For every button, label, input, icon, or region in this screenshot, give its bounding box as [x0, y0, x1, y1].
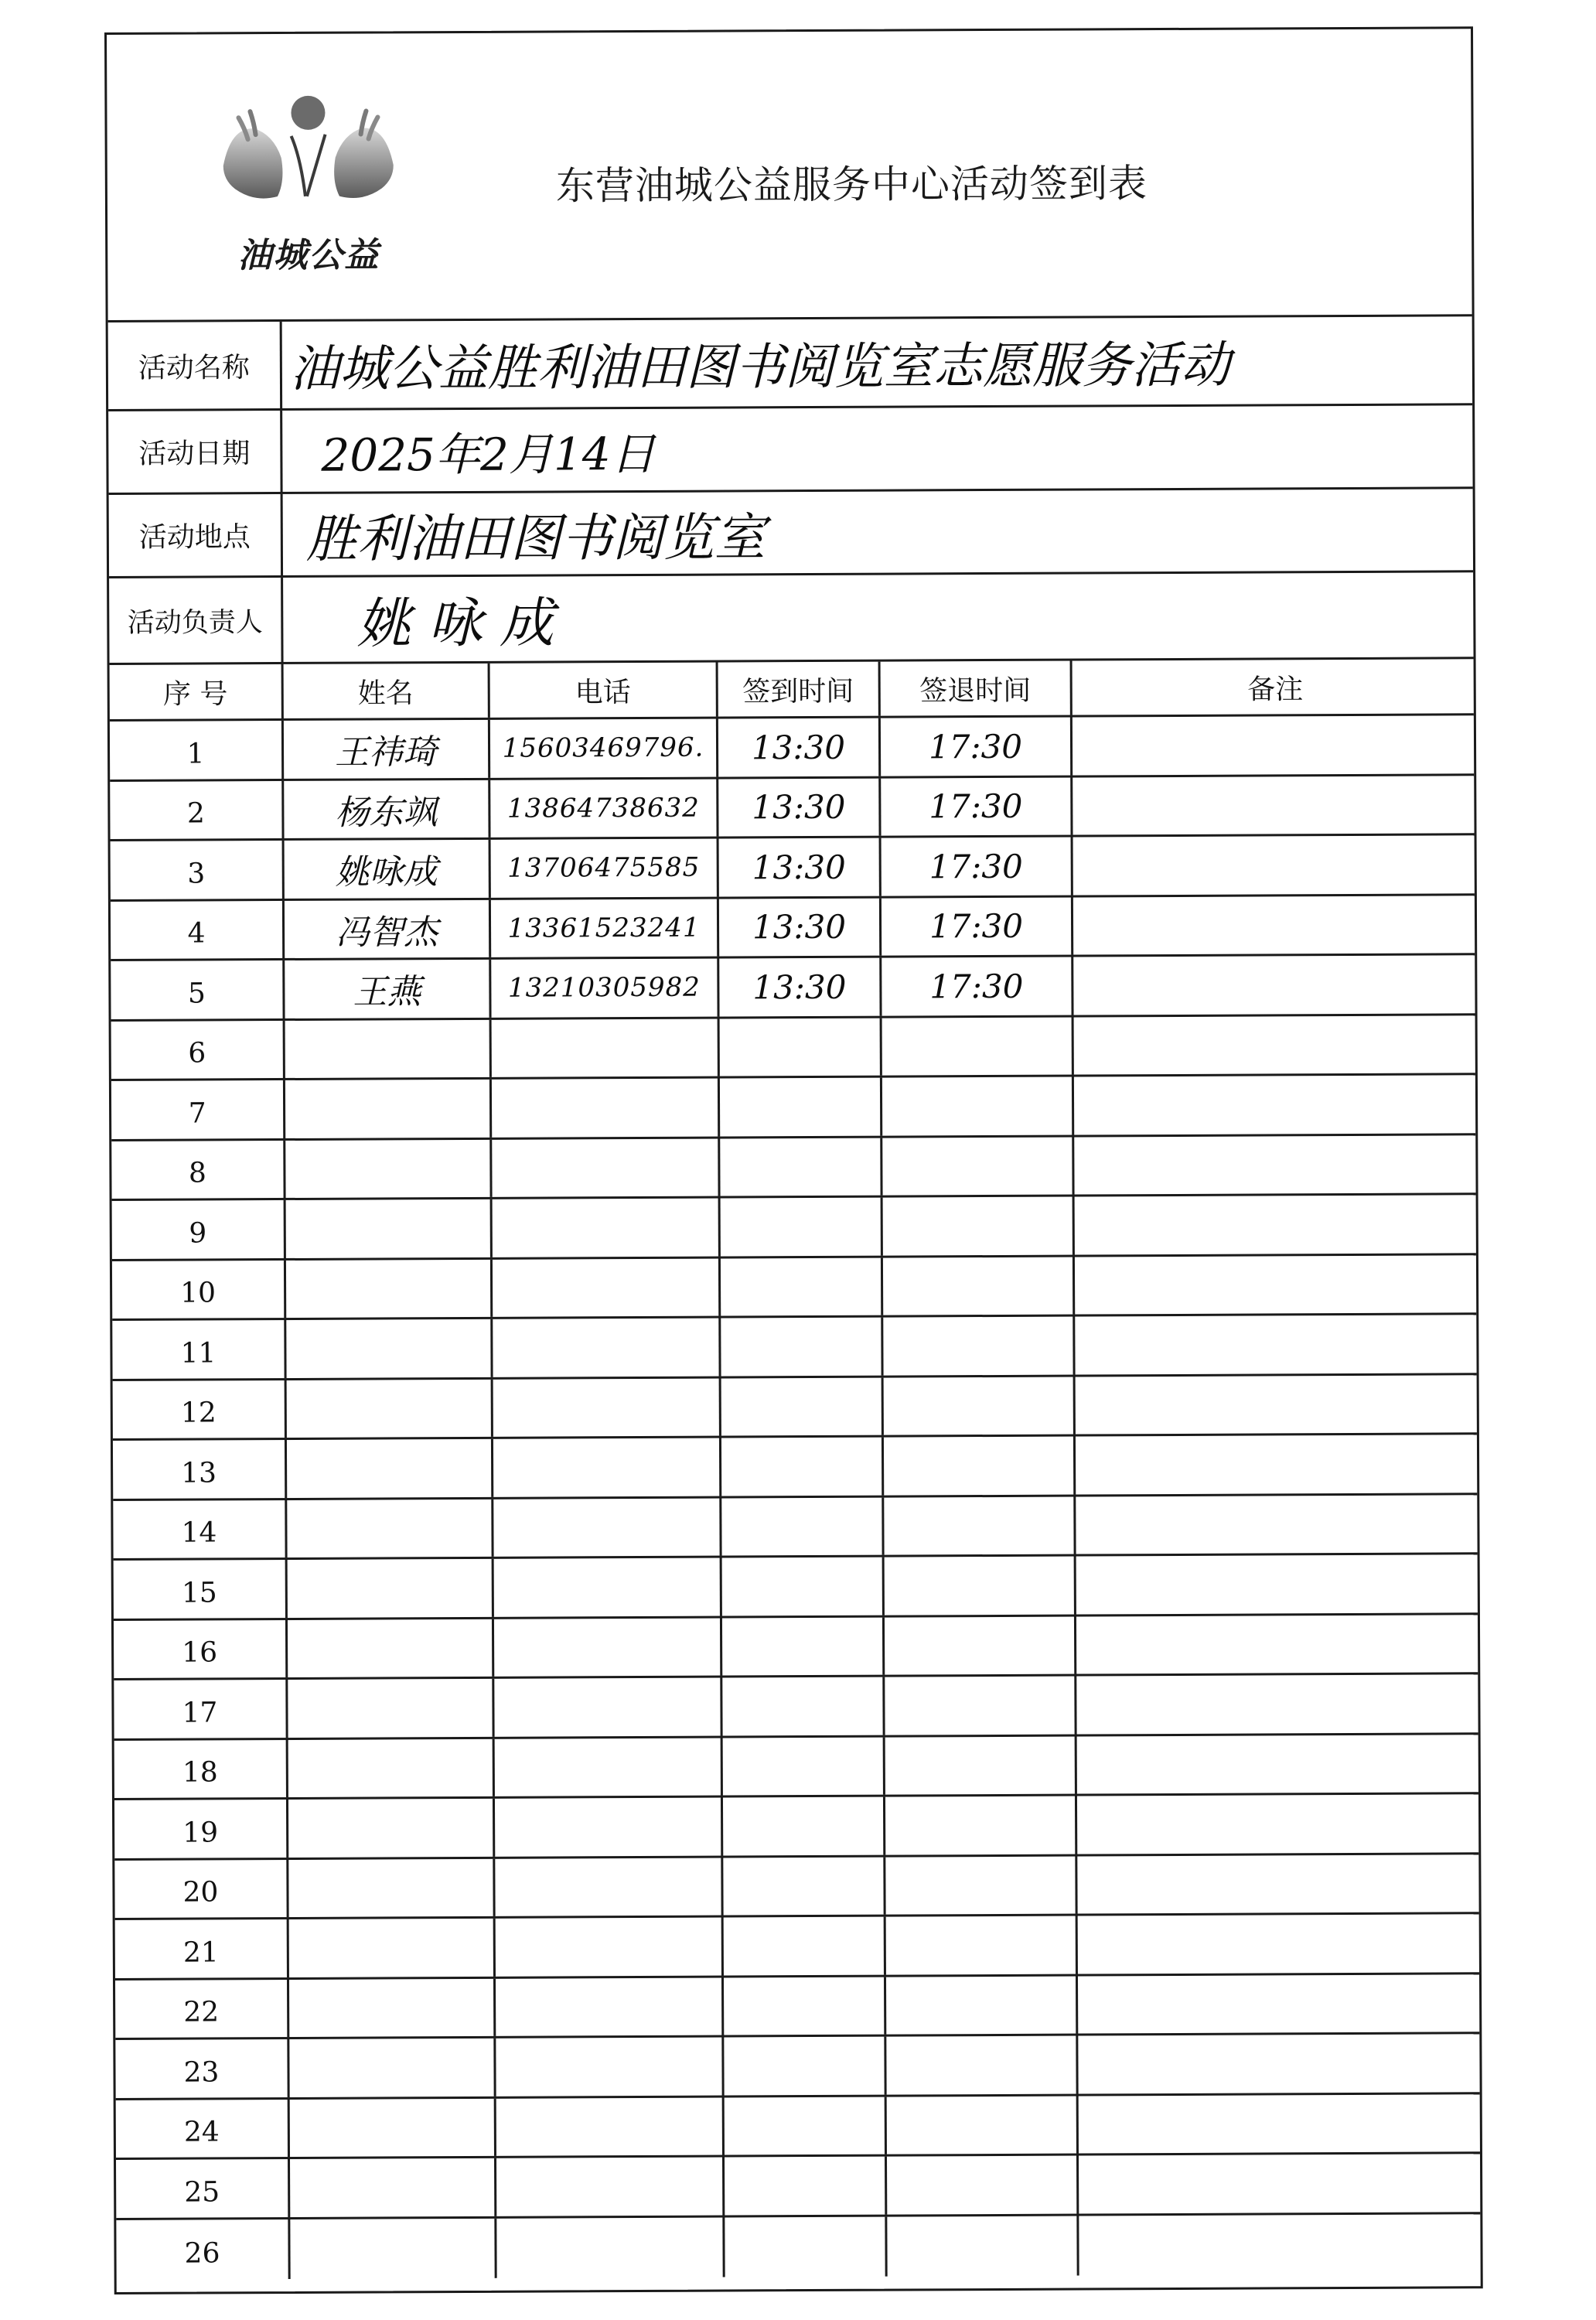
row-phone: [496, 2217, 725, 2278]
header-sign-out: 签退时间: [881, 661, 1073, 716]
activity-place-row: [109, 489, 1473, 578]
row-phone: [493, 1319, 721, 1377]
row-sign-out: [885, 1856, 1077, 1915]
row-sign-out: [887, 2156, 1079, 2215]
row-index: [114, 1619, 288, 1677]
row-note: [1073, 715, 1478, 775]
table-row: [114, 1674, 1478, 1740]
row-index: [113, 1380, 287, 1438]
row-index-text: 13: [181, 1457, 217, 1489]
table-row: [111, 835, 1475, 901]
row-note: [1078, 1974, 1484, 2034]
table-row: [114, 1735, 1478, 1800]
row-sign-in-text: 13:30: [752, 967, 847, 1007]
table-row: [112, 1315, 1476, 1380]
row-phone: [495, 1738, 723, 1796]
row-sign-in: [719, 898, 882, 956]
activity-leader-row: [109, 572, 1473, 663]
row-phone: [492, 1079, 720, 1138]
row-phone: [492, 1018, 720, 1077]
row-name: [285, 1019, 492, 1078]
row-sign-out: [882, 957, 1073, 1016]
row-note: [1078, 1914, 1484, 1974]
row-note: [1077, 1794, 1483, 1854]
table-row: [113, 1435, 1477, 1500]
row-name: [285, 899, 491, 958]
row-sign-in: [721, 1318, 883, 1376]
row-sign-out: [887, 2096, 1079, 2155]
row-sign-in: [721, 1257, 883, 1315]
table-row: [114, 1615, 1478, 1680]
row-sign-out: [882, 838, 1073, 896]
row-sign-out: [886, 2036, 1078, 2095]
row-sign-in: [723, 1857, 885, 1915]
row-index-text: 20: [182, 1876, 219, 1909]
row-index-text: 7: [188, 1097, 206, 1130]
row-sign-in: [724, 1977, 886, 2035]
row-name: [285, 840, 491, 899]
row-index: [114, 1800, 288, 1858]
table-row: [116, 2094, 1480, 2160]
row-sign-in-text: 13:30: [752, 788, 846, 827]
row-sign-in: [724, 1917, 886, 1975]
row-phone: [496, 1918, 724, 1977]
row-note: [1076, 1554, 1482, 1614]
row-index-text: 9: [189, 1217, 207, 1250]
row-sign-in: [723, 1797, 885, 1855]
row-index: [115, 2039, 289, 2097]
row-index-text: 11: [180, 1337, 217, 1370]
row-phone: [491, 839, 719, 898]
row-index-text: 10: [180, 1277, 217, 1309]
row-sign-out-text: 17:30: [929, 787, 1023, 826]
header-name: 姓名: [284, 664, 490, 718]
row-phone: [493, 1258, 721, 1317]
row-index-text: 5: [187, 977, 206, 1010]
row-index-text: 16: [182, 1636, 218, 1669]
row-name: [285, 960, 491, 1018]
table-row: [111, 1075, 1475, 1141]
table-row: [110, 776, 1474, 841]
row-index: [116, 2219, 290, 2279]
row-index: [111, 900, 285, 958]
row-sign-in: [725, 2157, 887, 2215]
row-index: [111, 841, 285, 899]
table-row: [113, 1495, 1477, 1561]
row-name: [288, 1619, 494, 1677]
row-sign-in: [720, 1018, 882, 1076]
table-row: [110, 715, 1474, 781]
row-sign-in: [723, 1737, 885, 1795]
row-phone-text: 13210305982: [507, 971, 701, 1004]
logo: [207, 80, 409, 297]
row-sign-in: [722, 1617, 885, 1675]
row-sign-in: [724, 2037, 886, 2095]
row-name: [284, 720, 490, 779]
row-index-text: 21: [182, 1936, 219, 1969]
row-note: [1079, 2214, 1485, 2276]
table-row: [111, 1135, 1475, 1201]
row-phone: [495, 1858, 723, 1916]
row-sign-out: [885, 1677, 1076, 1735]
row-phone: [496, 2038, 724, 2097]
row-index: [112, 1320, 286, 1378]
row-name: [287, 1379, 493, 1438]
header-note: 备注: [1247, 673, 1304, 706]
row-name: [289, 1978, 496, 2037]
activity-name-label: 活动名称: [108, 322, 282, 409]
table-row: [114, 1794, 1478, 1860]
row-note: [1077, 1735, 1483, 1794]
row-index: [113, 1440, 287, 1498]
row-name-text: 姚咏成: [335, 852, 438, 892]
table-row: [116, 2214, 1480, 2280]
row-name: [288, 1858, 495, 1917]
header-phone: 电话: [490, 663, 718, 718]
activity-place-value: 胜利油田图书阅览室: [305, 507, 766, 569]
activity-leader-value: 姚 咏 成: [356, 591, 554, 656]
table-row: [112, 1255, 1476, 1321]
row-note: [1079, 2154, 1485, 2213]
row-note: [1073, 835, 1479, 895]
row-sign-in-text: 13:30: [751, 728, 846, 767]
row-sign-out: [883, 1317, 1075, 1376]
row-phone: [494, 1678, 722, 1737]
row-sign-in-text: 13:30: [752, 908, 847, 947]
row-index: [112, 1260, 286, 1318]
row-index: [111, 960, 285, 1018]
row-index-text: 6: [188, 1037, 206, 1070]
row-phone: [491, 899, 719, 957]
row-name: [285, 1139, 492, 1198]
activity-date-value: 2025年2月14日: [321, 427, 656, 482]
row-index-text: 14: [181, 1517, 217, 1549]
row-phone: [493, 1438, 721, 1497]
row-sign-in: [718, 778, 881, 836]
row-note: [1074, 1075, 1480, 1134]
row-note: [1075, 1195, 1481, 1254]
row-name: [287, 1499, 493, 1557]
row-sign-out: [884, 1496, 1076, 1555]
row-note: [1073, 776, 1478, 835]
activity-date-label: 活动日期: [108, 411, 282, 493]
row-index-text: 4: [187, 917, 206, 950]
row-sign-in: [720, 1138, 882, 1196]
row-sign-out: [885, 1736, 1077, 1795]
row-sign-in: [725, 2216, 887, 2277]
row-sign-out: [885, 1796, 1077, 1855]
row-name: [286, 1259, 493, 1318]
row-index: [115, 1979, 289, 2037]
row-index-text: 15: [181, 1577, 217, 1609]
row-sign-in: [722, 1557, 885, 1615]
table-row: [111, 896, 1475, 961]
row-note: [1074, 1015, 1480, 1075]
row-index: [114, 1560, 288, 1618]
row-index-text: 8: [188, 1157, 206, 1189]
row-name: [289, 2039, 496, 2097]
table-row: [116, 2154, 1480, 2219]
row-sign-out: [882, 1137, 1074, 1196]
row-index-text: 26: [184, 2237, 220, 2270]
row-sign-out: [885, 1616, 1076, 1675]
row-phone: [495, 1798, 723, 1857]
row-phone: [490, 719, 718, 778]
row-phone: [491, 959, 719, 1018]
row-sign-in: [722, 1677, 885, 1735]
row-sign-out-text: 17:30: [929, 967, 1024, 1006]
row-sign-in: [721, 1198, 883, 1256]
row-sign-out-text: 17:30: [928, 727, 1023, 766]
table-row: [115, 1974, 1479, 2040]
row-sign-out: [881, 777, 1073, 836]
table-row: [115, 1914, 1479, 1980]
row-name: [288, 1799, 495, 1858]
row-sign-in-text: 13:30: [752, 848, 846, 887]
row-index-text: 18: [182, 1756, 218, 1789]
row-phone: [493, 1378, 721, 1437]
row-sign-out: [887, 2216, 1079, 2277]
row-phone-text: 13864738632: [506, 792, 700, 824]
row-name: [284, 780, 490, 838]
row-phone: [496, 1977, 724, 2036]
table-row: [111, 955, 1475, 1021]
row-name-text: 冯智杰: [335, 912, 438, 953]
row-name: [289, 1919, 496, 1977]
row-note: [1076, 1435, 1482, 1494]
row-sign-out: [882, 897, 1073, 956]
row-name-text: 王燕: [353, 972, 421, 1012]
row-index-text: 1: [186, 738, 205, 770]
row-note: [1074, 1135, 1480, 1195]
row-index: [114, 1739, 288, 1797]
row-name: [290, 2158, 496, 2217]
table-row: [112, 1195, 1476, 1261]
row-index-text: 3: [187, 858, 206, 890]
row-index-text: 25: [184, 2176, 220, 2209]
header-sign-in: 签到时间: [718, 662, 881, 717]
row-index-text: 12: [180, 1397, 217, 1429]
row-index: [111, 1020, 285, 1078]
header-index: 序 号: [110, 664, 284, 719]
row-index-text: 23: [183, 2056, 220, 2089]
row-sign-in: [721, 1497, 884, 1555]
table-row: [114, 1854, 1478, 1920]
row-index: [115, 1919, 289, 1977]
row-note: [1076, 1615, 1482, 1674]
form-header: [107, 29, 1472, 322]
row-sign-in: [725, 2097, 887, 2155]
row-phone: [496, 2158, 725, 2216]
table-row: [113, 1375, 1477, 1441]
row-name-text: 杨东飒: [335, 792, 438, 833]
row-index-text: 2: [186, 797, 205, 830]
sign-in-sheet: [104, 26, 1483, 2294]
row-sign-out: [886, 1916, 1078, 1975]
row-sign-out: [885, 1557, 1076, 1615]
row-sign-out: [883, 1197, 1075, 1256]
row-name: [288, 1559, 494, 1618]
row-note: [1073, 955, 1479, 1015]
row-note: [1075, 1255, 1481, 1315]
row-phone-text: 13361523241: [507, 912, 701, 944]
row-note: [1076, 1375, 1482, 1435]
row-name-text: 王祎琦: [334, 732, 438, 773]
row-index: [114, 1680, 288, 1738]
row-index-text: 24: [183, 2116, 220, 2148]
row-name: [288, 1679, 494, 1738]
row-sign-out-text: 17:30: [929, 907, 1024, 946]
hands-holding-figure-icon: [207, 80, 409, 227]
row-index: [111, 1140, 285, 1198]
row-index: [110, 780, 284, 838]
table-row: [111, 1015, 1475, 1081]
row-phone: [494, 1558, 722, 1617]
row-sign-out: [884, 1377, 1076, 1435]
row-note: [1077, 1854, 1483, 1914]
row-sign-in: [720, 1078, 882, 1136]
row-index: [116, 2099, 290, 2157]
row-note: [1075, 1315, 1481, 1374]
row-note: [1079, 2094, 1485, 2154]
row-sign-in: [719, 958, 882, 1016]
row-index-text: 22: [183, 1996, 220, 2028]
row-phone: [490, 779, 718, 838]
row-index: [116, 2159, 290, 2217]
row-name: [287, 1439, 493, 1498]
row-name: [286, 1199, 493, 1258]
row-sign-out: [881, 718, 1073, 776]
row-phone: [493, 1199, 721, 1257]
row-phone: [494, 1618, 722, 1677]
row-phone: [493, 1498, 721, 1557]
row-sign-out: [883, 1257, 1075, 1315]
row-sign-in: [721, 1377, 884, 1435]
row-name: [290, 2218, 496, 2279]
row-phone-text: 15603469796.: [502, 732, 704, 765]
row-sign-out-text: 17:30: [929, 847, 1023, 886]
row-name: [286, 1319, 493, 1378]
activity-date-row: [108, 405, 1472, 495]
row-sign-out: [882, 1017, 1074, 1076]
row-index: [112, 1200, 286, 1258]
row-sign-in: [718, 718, 881, 776]
row-index: [111, 1080, 285, 1138]
table-row: [114, 1554, 1478, 1620]
row-name: [285, 1080, 492, 1138]
row-note: [1076, 1495, 1482, 1554]
row-name: [290, 2098, 496, 2157]
table-header-row: [110, 657, 1474, 722]
row-sign-in: [721, 1438, 884, 1496]
row-phone: [496, 2097, 725, 2156]
activity-name-value: 油城公益胜利油田图书阅览室志愿服务活动: [289, 336, 1231, 398]
row-index-text: 19: [182, 1817, 219, 1849]
form-title: 东营油城公益服务中心活动签到表: [555, 161, 1148, 209]
activity-place-label: 活动地点: [109, 494, 283, 576]
logo-text: 油城公益: [237, 235, 380, 276]
activity-leader-label: 活动负责人: [109, 578, 283, 663]
row-sign-out: [882, 1077, 1074, 1136]
row-name: [288, 1738, 495, 1797]
row-index: [113, 1499, 287, 1557]
row-index-text: 17: [182, 1697, 218, 1729]
row-sign-out: [884, 1437, 1076, 1496]
row-phone: [492, 1138, 720, 1197]
row-sign-out: [886, 1976, 1078, 2035]
row-note: [1078, 2034, 1484, 2093]
row-index: [114, 1859, 288, 1917]
row-phone-text: 13706475585: [507, 851, 701, 884]
row-sign-in: [719, 838, 882, 896]
table-row: [115, 2034, 1479, 2100]
row-note: [1073, 896, 1479, 955]
row-note: [1076, 1674, 1482, 1734]
activity-name-row: [108, 316, 1472, 411]
row-index: [110, 721, 284, 779]
